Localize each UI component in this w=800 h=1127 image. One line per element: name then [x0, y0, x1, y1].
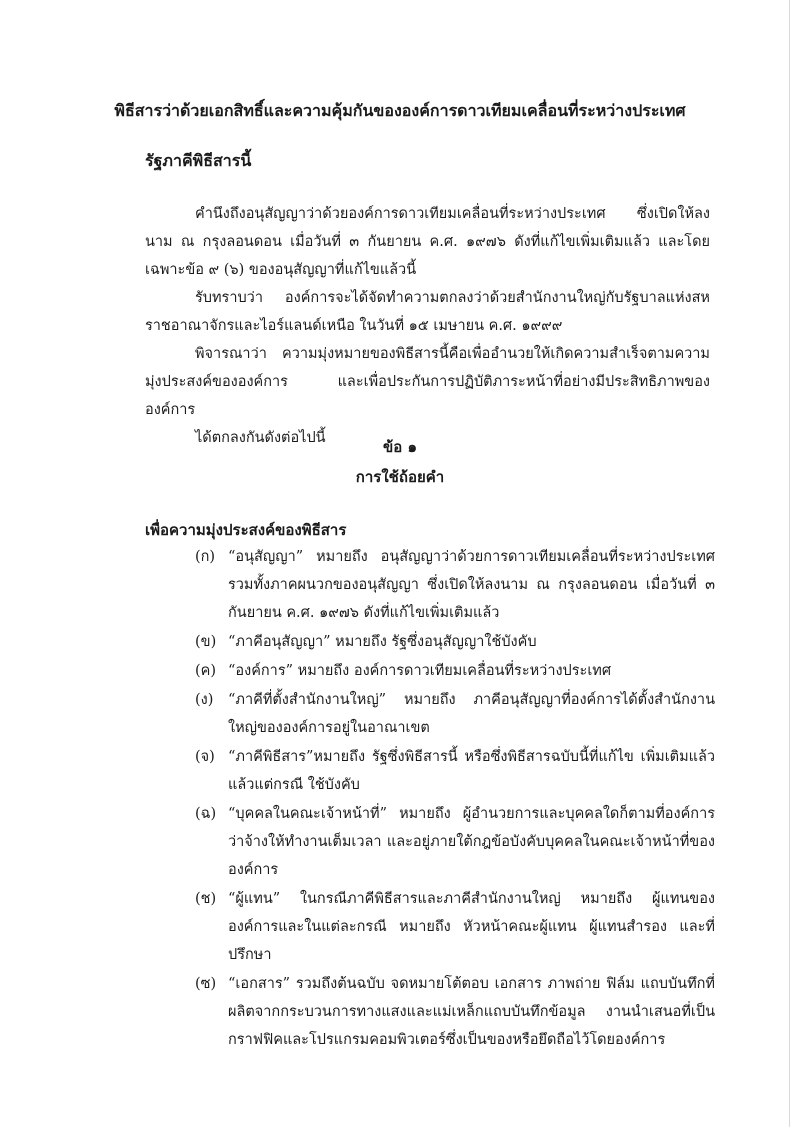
- definition-label: (ฉ): [195, 806, 217, 822]
- definition-text: “ภาคีอนุสัญญา” หมายถึง รัฐซึ่งอนุสัญญาใช้บังคับ: [228, 634, 537, 650]
- preamble-paragraph: ได้ตกลงกันดังต่อไปนี้: [195, 430, 326, 446]
- definition-text: “เอกสาร” รวมถึงต้นฉบับ จดหมายโต้ตอบ เอกสาร ภาพถ่าย ฟิล์ม แถบบันทึกที่ผลิตจากกระบวนการทางแสงและแม่เหล็กแถบบันทึกข้อมูล งานนำเสนอที่เป็นกราฟฟิคและโปรแกรมคอมพิวเตอร์ซึ่งเป็นของหรือยึดถือไว้โดยองค์การ: [228, 976, 715, 1048]
- definition-text: “องค์การ” หมายถึง องค์การดาวเทียมเคลื่อนที่ระหว่างประเทศ: [228, 663, 612, 679]
- document-title: พิธีสารว่าด้วยเอกสิทธิ์และความคุ้มกันขององค์การดาวเทียมเคลื่อนที่ระหว่างประเทศ: [114, 101, 686, 120]
- definition-item: [195, 800, 715, 884]
- definitions-list: [195, 543, 715, 1055]
- preamble-paragraph: พิจารณาว่า ความมุ่งหมายของพิธีสารนี้คือเพื่ออำนวยให้เกิดความสำเร็จตามความมุ่งประสงค์ขององค์การ และเพื่อประกันการปฏิบัติภาระหน้าที่อย่างมีประสิทธิภาพขององค์การ: [145, 346, 710, 418]
- definition-item: [195, 970, 715, 1054]
- definition-text: “ภาคีที่ตั้งสำนักงานใหญ่” หมายถึง ภาคีอนุสัญญาที่องค์การได้ตั้งสำนักงานใหญ่ขององค์การอยู่ในอาณาเขต: [228, 692, 715, 736]
- parties-heading: รัฐภาคีพิธีสารนี้: [145, 151, 252, 170]
- definition-text: “อนุสัญญา” หมายถึง อนุสัญญาว่าด้วยการดาวเทียมเคลื่อนที่ระหว่างประเทศ รวมทั้งภาคผนวกของอนุสัญญา ซึ่งเปิดให้ลงนาม ณ กรุงลอนดอน เมื่อวันที่ ๓ กันยายน ค.ศ. ๑๙๗๖ ดังที่แก้ไขเพิ่มเติมแล้ว: [228, 549, 715, 621]
- definition-label: (ข): [195, 634, 217, 650]
- preamble: [145, 200, 710, 452]
- article-title: การใช้ถ้อยคำ: [355, 468, 445, 486]
- definition-item: [195, 628, 715, 656]
- definition-item: [195, 686, 715, 742]
- definition-label: (ช): [195, 891, 217, 907]
- definition-item: [195, 657, 715, 685]
- preamble-paragraph: รับทราบว่า องค์การจะได้จัดทำความตกลงว่าด้วยสำนักงานใหญ่กับรัฐบาลแห่งสหราชอาณาจักรและไอร์แลนด์เหนือ ในวันที่ ๑๕ เมษายน ค.ศ. ๑๙๙๙: [145, 290, 710, 334]
- definition-label: (ก): [195, 549, 216, 565]
- article-number: ข้อ ๑: [382, 438, 417, 456]
- page-edge-line: [789, 0, 790, 1127]
- purpose-heading: เพื่อความมุ่งประสงค์ของพิธีสาร: [145, 521, 347, 539]
- definition-text: “ผู้แทน” ในกรณีภาคีพิธีสารและภาคีสำนักงานใหญ่ หมายถึง ผู้แทนขององค์การและในแต่ละกรณี หมายถึง หัวหน้าคณะผู้แทน ผู้แทนสำรอง และที่ปรึกษา: [228, 891, 715, 963]
- definition-label: (ง): [195, 692, 214, 708]
- definition-item: [195, 743, 715, 799]
- definition-label: (จ): [195, 749, 215, 765]
- definition-item: [195, 885, 715, 969]
- definition-label: (ซ): [195, 976, 217, 992]
- definition-text: “บุคคลในคณะเจ้าหน้าที่” หมายถึง ผู้อำนวยการและบุคคลใดก็ตามที่องค์การว่าจ้างให้ทำงานเต็มเวลา และอยู่ภายใต้กฎข้อบังคับบุคคลในคณะเจ้าหน้าที่ขององค์การ: [228, 806, 715, 878]
- preamble-paragraph: คำนึงถึงอนุสัญญาว่าด้วยองค์การดาวเทียมเคลื่อนที่ระหว่างประเทศ ซึ่งเปิดให้ลงนาม ณ กรุงลอนดอน เมื่อวันที่ ๓ กันยายน ค.ศ. ๑๙๗๖ ดังที่แก้ไขเพิ่มเติมแล้ว และโดยเฉพาะข้อ ๙ (๖) ของอนุสัญญาที่แก้ไขแล้วนี้: [145, 206, 710, 278]
- definition-label: (ค): [195, 663, 217, 679]
- definition-text: “ภาคีพิธีสาร”หมายถึง รัฐซึ่งพิธีสารนี้ หรือซึ่งพิธีสารฉบับนี้ที่แก้ไข เพิ่มเติมแล้ว แล้วแต่กรณี ใช้บังคับ: [228, 749, 715, 793]
- definition-item: [195, 543, 715, 627]
